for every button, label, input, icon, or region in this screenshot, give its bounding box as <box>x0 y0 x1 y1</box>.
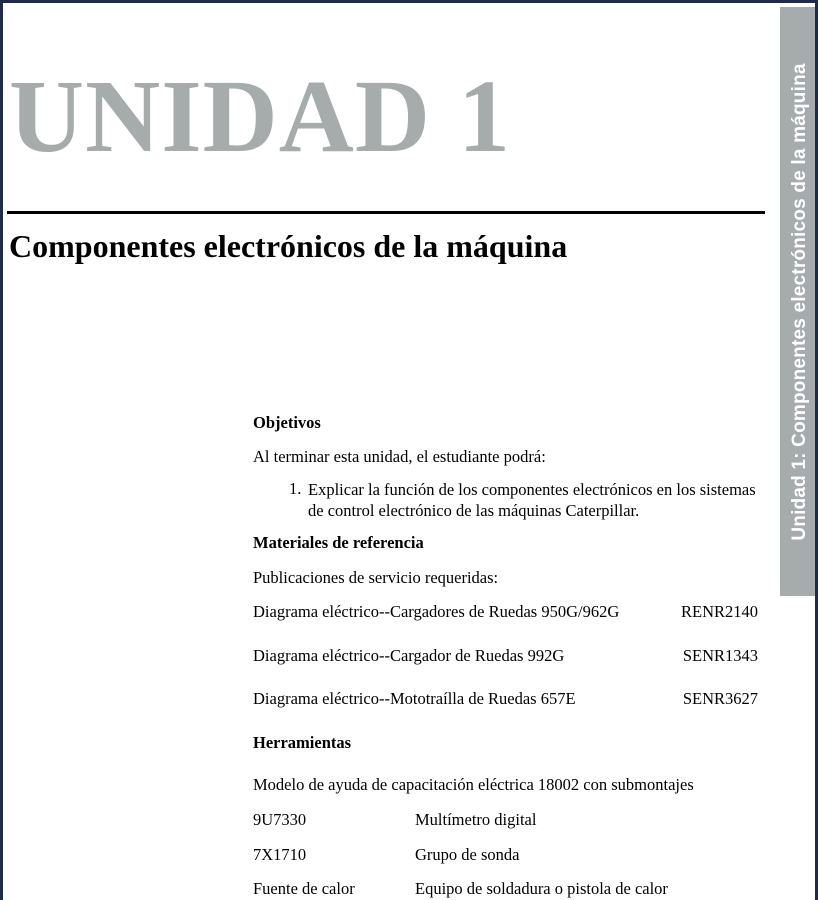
side-tab-label: Unidad 1: Componentes electrónicos de la máquina <box>789 62 810 541</box>
reference-row <box>253 689 758 710</box>
reference-title: Diagrama eléctrico--Cargadores de Ruedas 950G/962G <box>253 602 620 621</box>
reference-title: Diagrama eléctrico--Mototraílla de Ruedas 657E <box>253 689 576 708</box>
objective-number: 1. <box>289 479 302 498</box>
side-tab <box>780 7 818 596</box>
reference-code: RENR2140 <box>680 602 758 621</box>
tool-part: 9U7330 <box>253 810 307 829</box>
objective-text: Explicar la función de los componentes electrónicos en los sistemas de control electrónico de las máquinas Caterpillar. <box>308 480 756 520</box>
title-divider <box>7 211 765 214</box>
tool-description: Multímetro digital <box>415 810 537 829</box>
tools-intro: Modelo de ayuda de capacitación eléctrica 18002 con submontajes <box>253 775 694 794</box>
tools-heading: Herramientas <box>253 733 352 752</box>
chapter-title: Componentes electrónicos de la máquina <box>9 228 568 264</box>
reference-intro: Publicaciones de servicio requeridas: <box>253 568 499 587</box>
reference-row <box>253 602 758 623</box>
tool-part: 7X1710 <box>253 845 307 864</box>
reference-title: Diagrama eléctrico--Cargador de Ruedas 992G <box>253 646 565 665</box>
objectives-heading: Objetivos <box>253 413 321 432</box>
unit-heading: UNIDAD 1 <box>9 59 511 174</box>
tool-row <box>253 879 758 900</box>
reference-heading: Materiales de referencia <box>253 533 424 552</box>
reference-code: SENR1343 <box>682 646 758 665</box>
objectives-intro: Al terminar esta unidad, el estudiante podrá: <box>253 447 546 466</box>
tool-row <box>253 810 758 831</box>
tool-row <box>253 845 758 866</box>
reference-row <box>253 646 758 667</box>
tool-description: Equipo de soldadura o pistola de calor <box>415 879 668 898</box>
tool-description: Grupo de sonda <box>415 845 520 864</box>
reference-code: SENR3627 <box>682 689 758 708</box>
tool-part: Fuente de calor <box>253 879 355 898</box>
